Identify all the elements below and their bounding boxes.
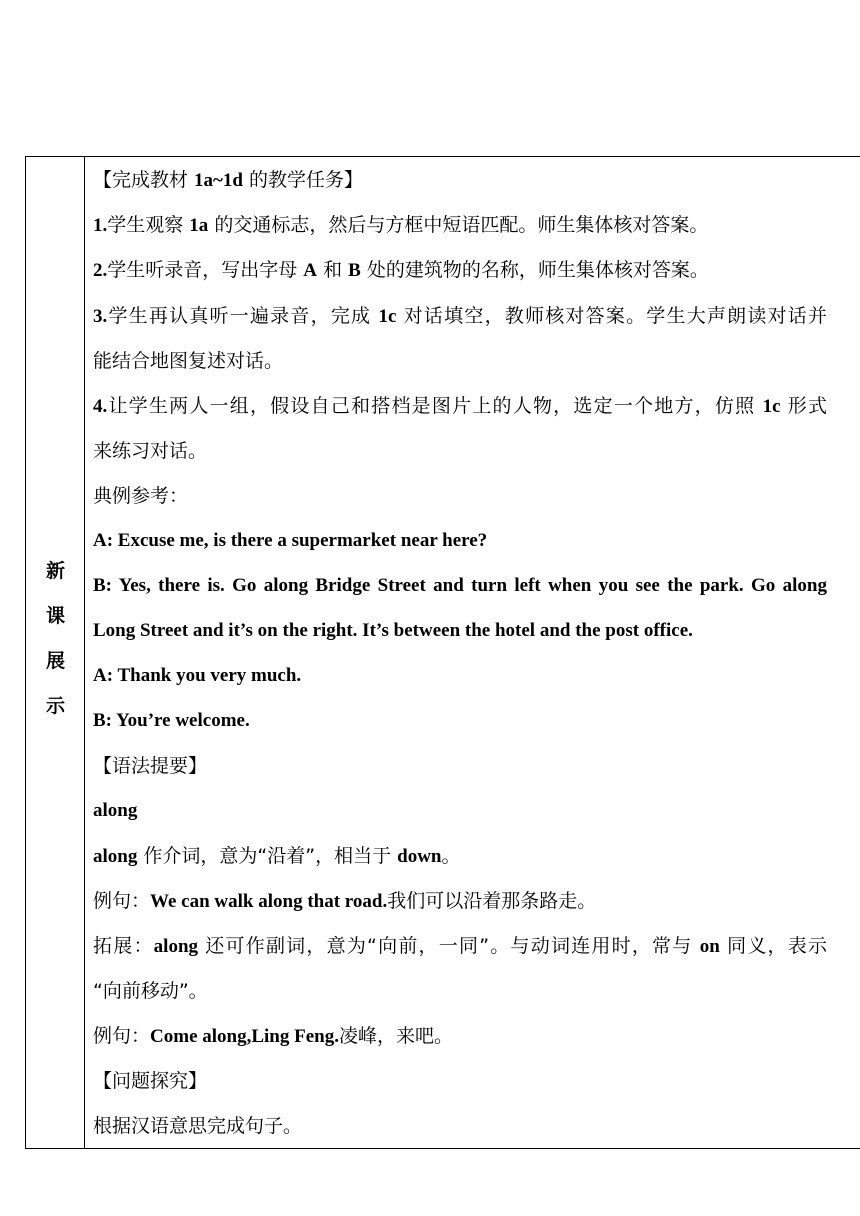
content-line [93,483,188,510]
section-label-cell [26,157,85,1148]
text-segment: 典例参考： [93,485,189,507]
text-segment: A: Thank you very much. [93,665,302,686]
text-segment: 【问题探究】 [93,1070,208,1092]
text-segment: 学生听录音，写出字母 [107,259,304,281]
content-line [93,212,708,239]
text-segment: 凌峰，来吧。 [338,1025,453,1047]
content-line [93,528,487,554]
text-segment: 处的建筑物的名称，师生集体核对答案。 [360,259,709,281]
content-line [93,348,283,375]
text-segment: 根据汉语意思完成句子。 [93,1115,303,1137]
text-segment: 同义，表示 [719,935,827,957]
text-segment: down [397,846,442,867]
text-segment: Come along,Ling Feng. [150,1026,339,1047]
text-segment: 拓展： [93,935,154,957]
content-line [93,888,596,915]
text-segment: 2. [93,260,108,281]
text-segment: 4. [93,396,108,417]
text-segment: along [153,936,199,957]
text-segment: 1a~1d [194,170,243,191]
text-segment: 3. [93,306,108,327]
text-segment: along [93,800,138,821]
text-segment: 例句： [93,890,151,912]
content-line [93,303,827,330]
text-segment: 来练习对话。 [93,440,208,462]
section-label-char: 课 [45,605,65,627]
content-line [93,843,461,870]
text-segment: 【完成教材 [93,169,195,191]
text-segment: 学生再认真听一遍录音，完成 [107,305,379,327]
text-segment: on [699,936,720,957]
text-segment: Long Street and it’s on the right. It’s between the hotel and the post office. [93,620,693,641]
text-segment: 我们可以沿着那条路走。 [387,890,597,912]
text-segment: B: Yes, there is. Go along Bridge Street and turn left when you see the park. Go along [93,575,827,596]
content-line [93,708,250,734]
text-segment: 形式 [780,395,828,417]
text-segment: 让学生两人一组，假设自己和搭档是图片上的人物，选定一个地方，仿照 [107,395,763,417]
text-segment: A: Excuse me, is there a supermarket near here? [93,530,488,551]
content-line [93,618,693,644]
text-segment: “向前移动”。 [93,980,208,1002]
content-line [93,167,363,194]
text-segment: 例句： [93,1025,151,1047]
section-label-char: 新 [45,560,65,582]
text-segment: 能结合地图复述对话。 [93,350,284,372]
content-line [93,257,709,284]
text-segment: A [303,260,318,281]
text-segment: 的交通标志，然后与方框中短语匹配。师生集体核对答案。 [208,214,709,236]
content-line [93,573,827,599]
content-line [93,438,207,465]
content-line [93,663,301,689]
content-line [93,978,208,1005]
text-segment: along [93,846,138,867]
lesson-table [25,156,860,1149]
text-segment: 的教学任务】 [243,169,364,191]
content-line [93,1113,302,1140]
content-line [93,1023,453,1050]
text-segment: B: You’re welcome. [93,710,250,731]
content-line [93,393,827,420]
content-line [93,753,207,780]
section-label-char: 示 [45,695,65,717]
content-line [93,798,137,824]
section-label [26,549,85,729]
text-segment: 【语法提要】 [93,755,208,777]
section-label-char: 展 [45,650,65,672]
text-segment: 1. [93,215,108,236]
text-segment: B [348,260,361,281]
text-segment: 学生观察 [107,214,190,236]
text-segment: 1a [189,215,209,236]
content-line [93,933,827,960]
text-segment: 。 [441,845,461,867]
text-segment: 作介词，意为“沿着”，相当于 [137,845,398,867]
content-line [93,1068,207,1095]
text-segment: 1c [762,396,781,417]
text-segment: 还可作副词，意为“向前，一同”。与动词连用时，常与 [198,935,700,957]
text-segment: We can walk along that road. [150,891,388,912]
text-segment: 1c [378,306,397,327]
text-segment: 对话填空，教师核对答案。学生大声朗读对话并 [396,305,827,327]
text-segment: 和 [317,259,349,281]
